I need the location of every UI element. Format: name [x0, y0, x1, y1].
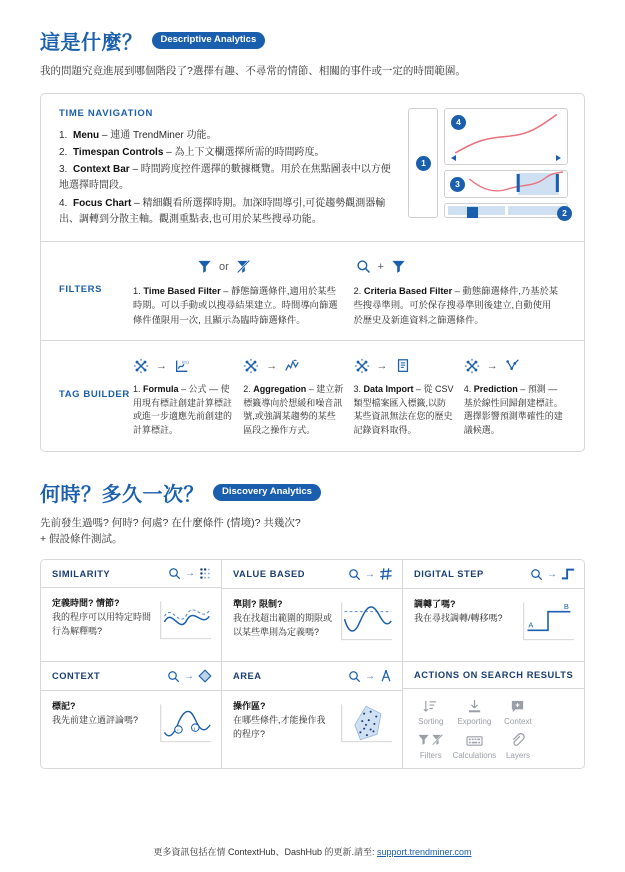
tag-builder-item-text — [354, 383, 454, 438]
item-desc: – 動態篩選條件,乃基於某些搜尋準則。可於保存搜尋準則後建立,自動使用於歷史及新進資料之篩選條件。 — [353, 285, 559, 325]
tag-builder-item-data-import — [354, 353, 464, 438]
filter-icon — [391, 259, 406, 274]
tag-builder-item-prediction — [464, 353, 574, 438]
cell-question — [233, 598, 334, 651]
wave-dashed-thumb — [157, 597, 213, 643]
item-desc: – 建立新標籤導向於想緩和噪音訊號,或強調某趨勢的某些區段之操作方式。 — [243, 384, 344, 436]
item-number: 1. — [59, 129, 68, 141]
diagram-badge-2: 2 — [557, 206, 572, 221]
cell-icons — [168, 567, 212, 580]
diagram-right-arrow-icon — [556, 155, 561, 161]
cell-title: CONTEXT — [52, 671, 101, 682]
time-navigation-block — [41, 94, 584, 241]
cell-header — [41, 662, 221, 691]
compass-icon — [379, 669, 393, 683]
section-1-subtitle: 我的問題究竟進展到哪個階段了?選擇有趣、不尋常的情節、相關的事件或一定的時間範圍。 — [40, 65, 466, 77]
sorting-icon — [409, 698, 453, 715]
diagram-focus-chart — [444, 108, 568, 165]
timespan-track-left — [448, 206, 505, 215]
diagram-menu-panel — [408, 108, 438, 218]
item-term: Formula — [143, 384, 179, 395]
diagram-context-bar — [444, 170, 568, 198]
tag-builder-row — [41, 341, 584, 451]
cell-question-bold: 準則? 限制? — [233, 599, 283, 610]
cell-question — [52, 597, 153, 650]
section-2-badge: Discovery Analytics — [213, 484, 321, 501]
tag-builder-item-formula — [133, 353, 243, 438]
item-term: Menu — [73, 129, 100, 141]
item-term: Criteria Based Filter — [363, 285, 453, 296]
calculations-icon — [453, 732, 497, 749]
action-exporting[interactable] — [453, 698, 497, 726]
svg-text:f(x): f(x) — [182, 359, 189, 365]
similarity-dots-icon — [199, 567, 212, 580]
filter-item-text — [354, 284, 561, 327]
item-number: 2. — [59, 146, 68, 158]
list-item — [59, 128, 398, 144]
cell-similarity[interactable] — [41, 560, 222, 662]
cell-digital-step[interactable] — [403, 560, 584, 662]
cell-title: ACTIONS ON SEARCH RESULTS — [414, 670, 574, 681]
item-number: 3. — [59, 164, 68, 176]
cell-title: AREA — [233, 671, 262, 682]
action-context[interactable] — [496, 698, 540, 726]
item-number: 2. — [243, 384, 251, 395]
cell-icons — [348, 567, 393, 581]
section-2-subtitle — [40, 516, 585, 548]
item-desc: – 公式 — 使用現有標註創建計算標註或進一步適應先前創建的計算標註。 — [133, 384, 233, 436]
search-icon — [348, 568, 361, 581]
timespan-track-right — [508, 206, 565, 215]
item-number: 1. — [133, 384, 141, 395]
list-item — [59, 145, 398, 161]
filter-off-icon — [236, 259, 251, 274]
timespan-knob — [467, 207, 478, 218]
cell-value-based[interactable] — [222, 560, 403, 662]
time-navigation-label: TIME NAVIGATION — [59, 107, 154, 119]
cell-header — [403, 662, 584, 689]
filter-icon — [197, 259, 212, 274]
section-2-header — [40, 478, 585, 507]
filters-label: FILTERS — [59, 284, 103, 296]
section-2-subtitle-line2: + 假設條件測試。 — [40, 532, 123, 545]
action-calculations[interactable] — [453, 732, 497, 760]
search-icon — [167, 670, 180, 683]
diagram-badge-3: 3 — [450, 177, 465, 192]
tag-icon — [133, 358, 149, 374]
item-term: Focus Chart — [73, 197, 132, 209]
item-number: 4. — [463, 384, 472, 395]
action-label: Context — [504, 717, 532, 727]
item-desc: – 靜態篩選條件,適用於某些時期。可以手動或以搜尋結果建立。時間導向篩選條件僅限用一次, 且顯示為臨時篩選條件。 — [133, 285, 338, 325]
prediction-icon — [505, 358, 521, 374]
arrow-right-icon: → — [376, 360, 388, 373]
cell-title: SIMILARITY — [52, 568, 111, 579]
action-label: Filters — [419, 751, 442, 761]
cell-title: VALUE BASED — [233, 569, 305, 580]
filters-icon — [409, 732, 453, 749]
document-import-icon — [395, 358, 411, 374]
tag-builder-item-text — [133, 383, 233, 438]
cell-question-text: 我先前建立過評論嗎? — [52, 715, 139, 726]
step-label-a: A — [528, 620, 534, 630]
action-label: Exporting — [457, 717, 492, 727]
arrow-right-icon: → — [184, 670, 194, 682]
diagram-badge-4: 4 — [451, 115, 466, 130]
filter-item-text — [133, 284, 340, 327]
filter-operator-plus: + — [377, 260, 384, 273]
cell-actions-on-search-results — [403, 662, 584, 768]
cell-area[interactable] — [222, 662, 403, 768]
cell-body — [403, 689, 584, 768]
footer-text: 更多資訊包括在情 ContextHub、DashHub 的更新.請至: — [153, 847, 377, 857]
arrow-right-icon: → — [486, 360, 498, 373]
item-desc: – 從 CSV 類型檔案匯入標籤,以防某些資訊無法在您的歷史記錄資料取得。 — [353, 384, 454, 436]
cell-body — [41, 691, 221, 763]
cell-header — [403, 560, 584, 589]
item-term: Context Bar — [73, 164, 130, 176]
tag-builder-item-text — [243, 383, 343, 438]
cell-question-bold: 操作區? — [233, 701, 266, 712]
cell-question-text: 我在找超出範圍的期限或以某些準則為定義嗎? — [233, 613, 333, 638]
item-desc: – 預測 — 基於線性回歸創建標註。選擇影響預測準確性的建議候選。 — [463, 384, 563, 436]
filter-item-time-based — [133, 254, 354, 327]
section-1-title: 這是什麼？ — [40, 32, 143, 54]
cell-question — [233, 700, 334, 753]
arrow-right-icon: → — [266, 360, 278, 373]
tag-icon — [464, 358, 480, 374]
action-filters[interactable] — [409, 732, 453, 760]
formula-chart-icon — [174, 358, 190, 374]
diagram-left-arrow-icon — [451, 155, 456, 161]
action-label: Sorting — [418, 717, 444, 727]
descriptive-analytics-card — [40, 93, 585, 452]
trendminer-ui-diagram — [408, 108, 568, 218]
section-1-header — [40, 26, 585, 55]
cell-icons — [167, 669, 212, 683]
cell-question-bold: 定義時間? 情節? — [52, 598, 120, 609]
cell-icons — [348, 669, 393, 683]
arrow-right-icon: → — [156, 360, 167, 373]
cell-body — [222, 589, 402, 661]
cell-body — [403, 589, 584, 661]
search-icon — [168, 567, 181, 580]
exporting-icon — [453, 698, 497, 715]
aggregation-chart-icon — [284, 358, 300, 374]
section-2-subtitle-line1: 先前發生過嗎? 何時? 何處? 在什麼條件 (情境)? 共幾次? — [40, 516, 301, 529]
support-link[interactable]: support.trendminer.com — [377, 847, 472, 857]
cell-question-bold: 調轉了嗎? — [414, 599, 456, 610]
step-icon — [561, 567, 575, 581]
step-ab-thumb — [520, 598, 576, 644]
cell-header — [222, 662, 402, 691]
action-layers[interactable] — [496, 732, 540, 760]
cell-context[interactable] — [41, 662, 222, 768]
action-label: Layers — [505, 751, 530, 761]
item-text: – 時間跨度控件選擇的數據概覽。用於在焦點圖表中以方便地選擇時間段。 — [59, 164, 391, 192]
cell-title: DIGITAL STEP — [414, 569, 484, 580]
tag-icon — [243, 358, 259, 374]
section-2-title: 何時？多久一次？ — [40, 483, 204, 506]
cell-header — [41, 560, 221, 588]
filter-operator-or: or — [219, 260, 229, 273]
list-item — [59, 196, 398, 228]
search-icon — [348, 670, 361, 683]
item-number: 1. — [133, 285, 141, 296]
cell-question — [414, 598, 516, 651]
list-item — [59, 162, 398, 194]
item-term: Data Import — [363, 384, 414, 395]
item-number: 4. — [59, 197, 68, 209]
wave-annotations-thumb — [157, 700, 213, 746]
action-label: Calculations — [452, 751, 497, 761]
arrow-right-icon: → — [365, 568, 375, 580]
tag-icon — [354, 358, 370, 374]
scatter-area-thumb — [338, 700, 394, 746]
cell-body — [222, 691, 402, 763]
search-icon — [356, 259, 371, 274]
svg-text:i: i — [193, 726, 196, 733]
diagram-badge-1: 1 — [416, 156, 431, 171]
action-sorting[interactable] — [409, 698, 453, 726]
step-label-b: B — [563, 602, 569, 612]
cell-question-text: 在哪些條件,才能操作我的程序? — [233, 715, 326, 740]
item-term: Time Based Filter — [143, 285, 221, 296]
filters-row — [41, 242, 584, 340]
diagram-timespan-controls — [444, 203, 568, 218]
cell-body — [41, 588, 221, 660]
tag-builder-label: TAG BUILDER — [59, 389, 130, 401]
item-text: – 連通 TrendMiner 功能。 — [99, 129, 217, 141]
tag-builder-item-aggregation — [243, 353, 353, 438]
cell-question-text: 我在尋找調轉/轉移嗎? — [414, 613, 503, 624]
cell-icons — [530, 567, 575, 581]
footer — [0, 845, 625, 858]
arrow-right-icon: → — [185, 568, 195, 580]
time-navigation-list — [59, 128, 398, 228]
svg-text:!: ! — [176, 728, 179, 735]
context-icon — [496, 698, 540, 715]
item-text: – 精細觀看所選擇時期。加深時間導引,可從趨勢觀測器輸出、調轉到分散主軸。觀測重點表,也可用於某些搜尋功能。 — [59, 197, 386, 225]
tag-builder-item-text — [464, 383, 564, 438]
wave-threshold-thumb — [338, 598, 394, 644]
arrow-right-icon: → — [547, 568, 557, 580]
item-number: 3. — [353, 384, 362, 395]
item-text: – 為上下文欄選擇所需的時間跨度。 — [163, 146, 325, 158]
section-1-badge: Descriptive Analytics — [152, 32, 266, 49]
item-term: Aggregation — [253, 384, 307, 395]
arrow-right-icon: → — [365, 670, 375, 682]
item-term: Timespan Controls — [73, 146, 164, 158]
discovery-analytics-grid — [40, 559, 585, 769]
cell-question-bold: 標記? — [52, 701, 76, 712]
grid-hash-icon — [379, 567, 393, 581]
layers-icon — [496, 732, 540, 749]
diamond-icon — [198, 669, 212, 683]
cell-question — [52, 700, 153, 753]
filter-item-criteria-based — [354, 254, 575, 327]
cell-question-text: 我的程序可以用特定時間行為解釋嗎? — [52, 612, 152, 637]
item-term: Prediction — [473, 384, 518, 395]
search-icon — [530, 568, 543, 581]
cell-header — [222, 560, 402, 589]
item-number: 2. — [353, 285, 362, 296]
actions-grid — [409, 698, 540, 760]
